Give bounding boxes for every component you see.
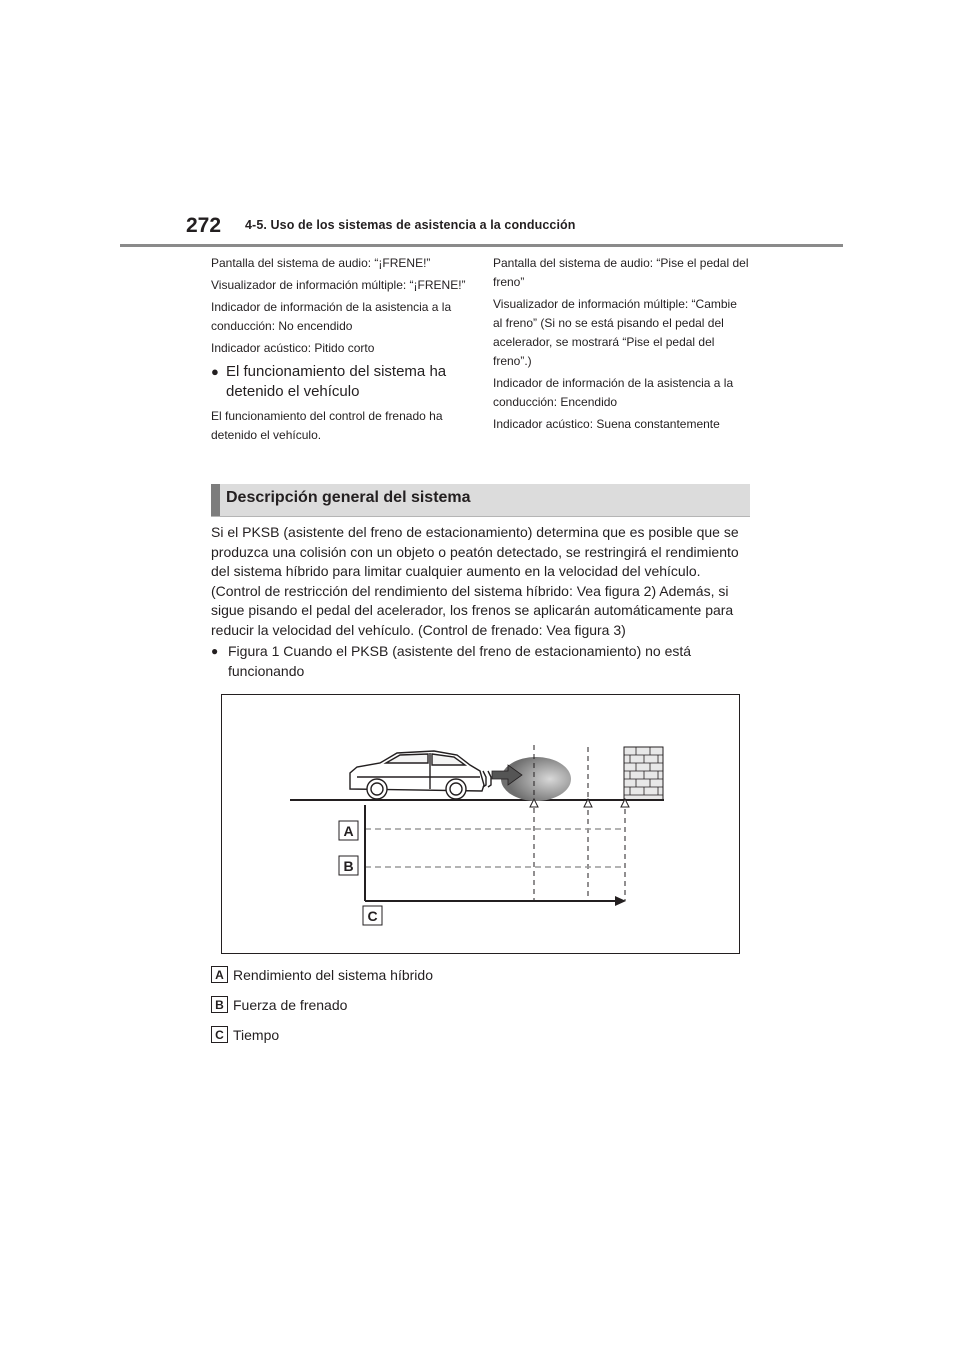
bullet-body: El funcionamiento del control de frenado ha detenido el vehículo. [211,409,443,442]
figure-label-c: C [367,908,378,924]
bullet-icon: ● [211,644,219,658]
left-line: Pantalla del sistema de audio: “¡FRENE!” [211,256,431,270]
brick-wall [624,747,663,800]
legend-item [211,966,433,983]
right-line: Visualizador de información múltiple: “Cambie al freno” (Si no se está pisando el pedal del acelerador, se mostrará “Pise el pedal del freno”.) [493,297,737,368]
section-accent [211,484,220,516]
left-column [211,254,471,448]
figure-frame [221,694,740,954]
legend-key: C [211,1026,228,1043]
figure-bullet [211,642,751,681]
section-title: Descripción general del sistema [226,489,471,506]
figure-diagram [222,695,739,953]
legend-item [211,1026,279,1043]
left-line: Indicador de información de la asistencia a la conducción: No encendido [211,300,452,333]
bullet-icon: ● [211,364,219,379]
running-head: 4-5. Uso de los sistemas de asistencia a la conducción [245,218,576,232]
legend-text: Fuerza de frenado [233,996,348,1013]
figure-label-b: B [343,858,354,874]
legend-text: Rendimiento del sistema híbrido [233,966,433,983]
x-axis-arrow [615,896,626,906]
header-rule [120,244,843,247]
bullet-heading [211,362,471,402]
car-icon [350,751,491,799]
section-heading-bar [211,484,750,517]
right-line: Indicador acústico: Suena constantemente [493,417,720,431]
section-paragraph: Si el PKSB (asistente del freno de estacionamiento) determina que es posible que se produzca una colisión con un objeto o peatón detectado, se restringirá el rendimiento del sistema híbrido para limitar cualquier aumento en la velocidad del vehículo. (Control de restricción del rendimiento del sistema híbrido: Vea figura 2) Además, si sigue pisando el pedal del acelerador, los frenos se aplicarán automáticamente para reducir la velocidad del vehículo. (Control de frenado: Vea figura 3) [211,524,739,638]
figure-label-a: A [343,823,354,839]
legend-key: B [211,996,228,1013]
left-line: Visualizador de información múltiple: “¡FRENE!” [211,278,466,292]
page-number: 272 [186,214,222,237]
legend-key: A [211,966,228,983]
legend-text: Tiempo [233,1026,280,1043]
right-column [493,254,749,437]
right-line: Indicador de información de la asistencia a la conducción: Encendido [493,376,734,409]
right-line: Pantalla del sistema de audio: “Pise el pedal del freno” [493,256,749,289]
left-line: Indicador acústico: Pitido corto [211,341,375,355]
figure-bullet-text: Figura 1 Cuando el PKSB (asistente del freno de estacionamiento) no está funcionando [228,643,692,679]
legend-item [211,996,347,1013]
bullet-heading-text: El funcionamiento del sistema ha detenido el vehículo [226,363,447,400]
